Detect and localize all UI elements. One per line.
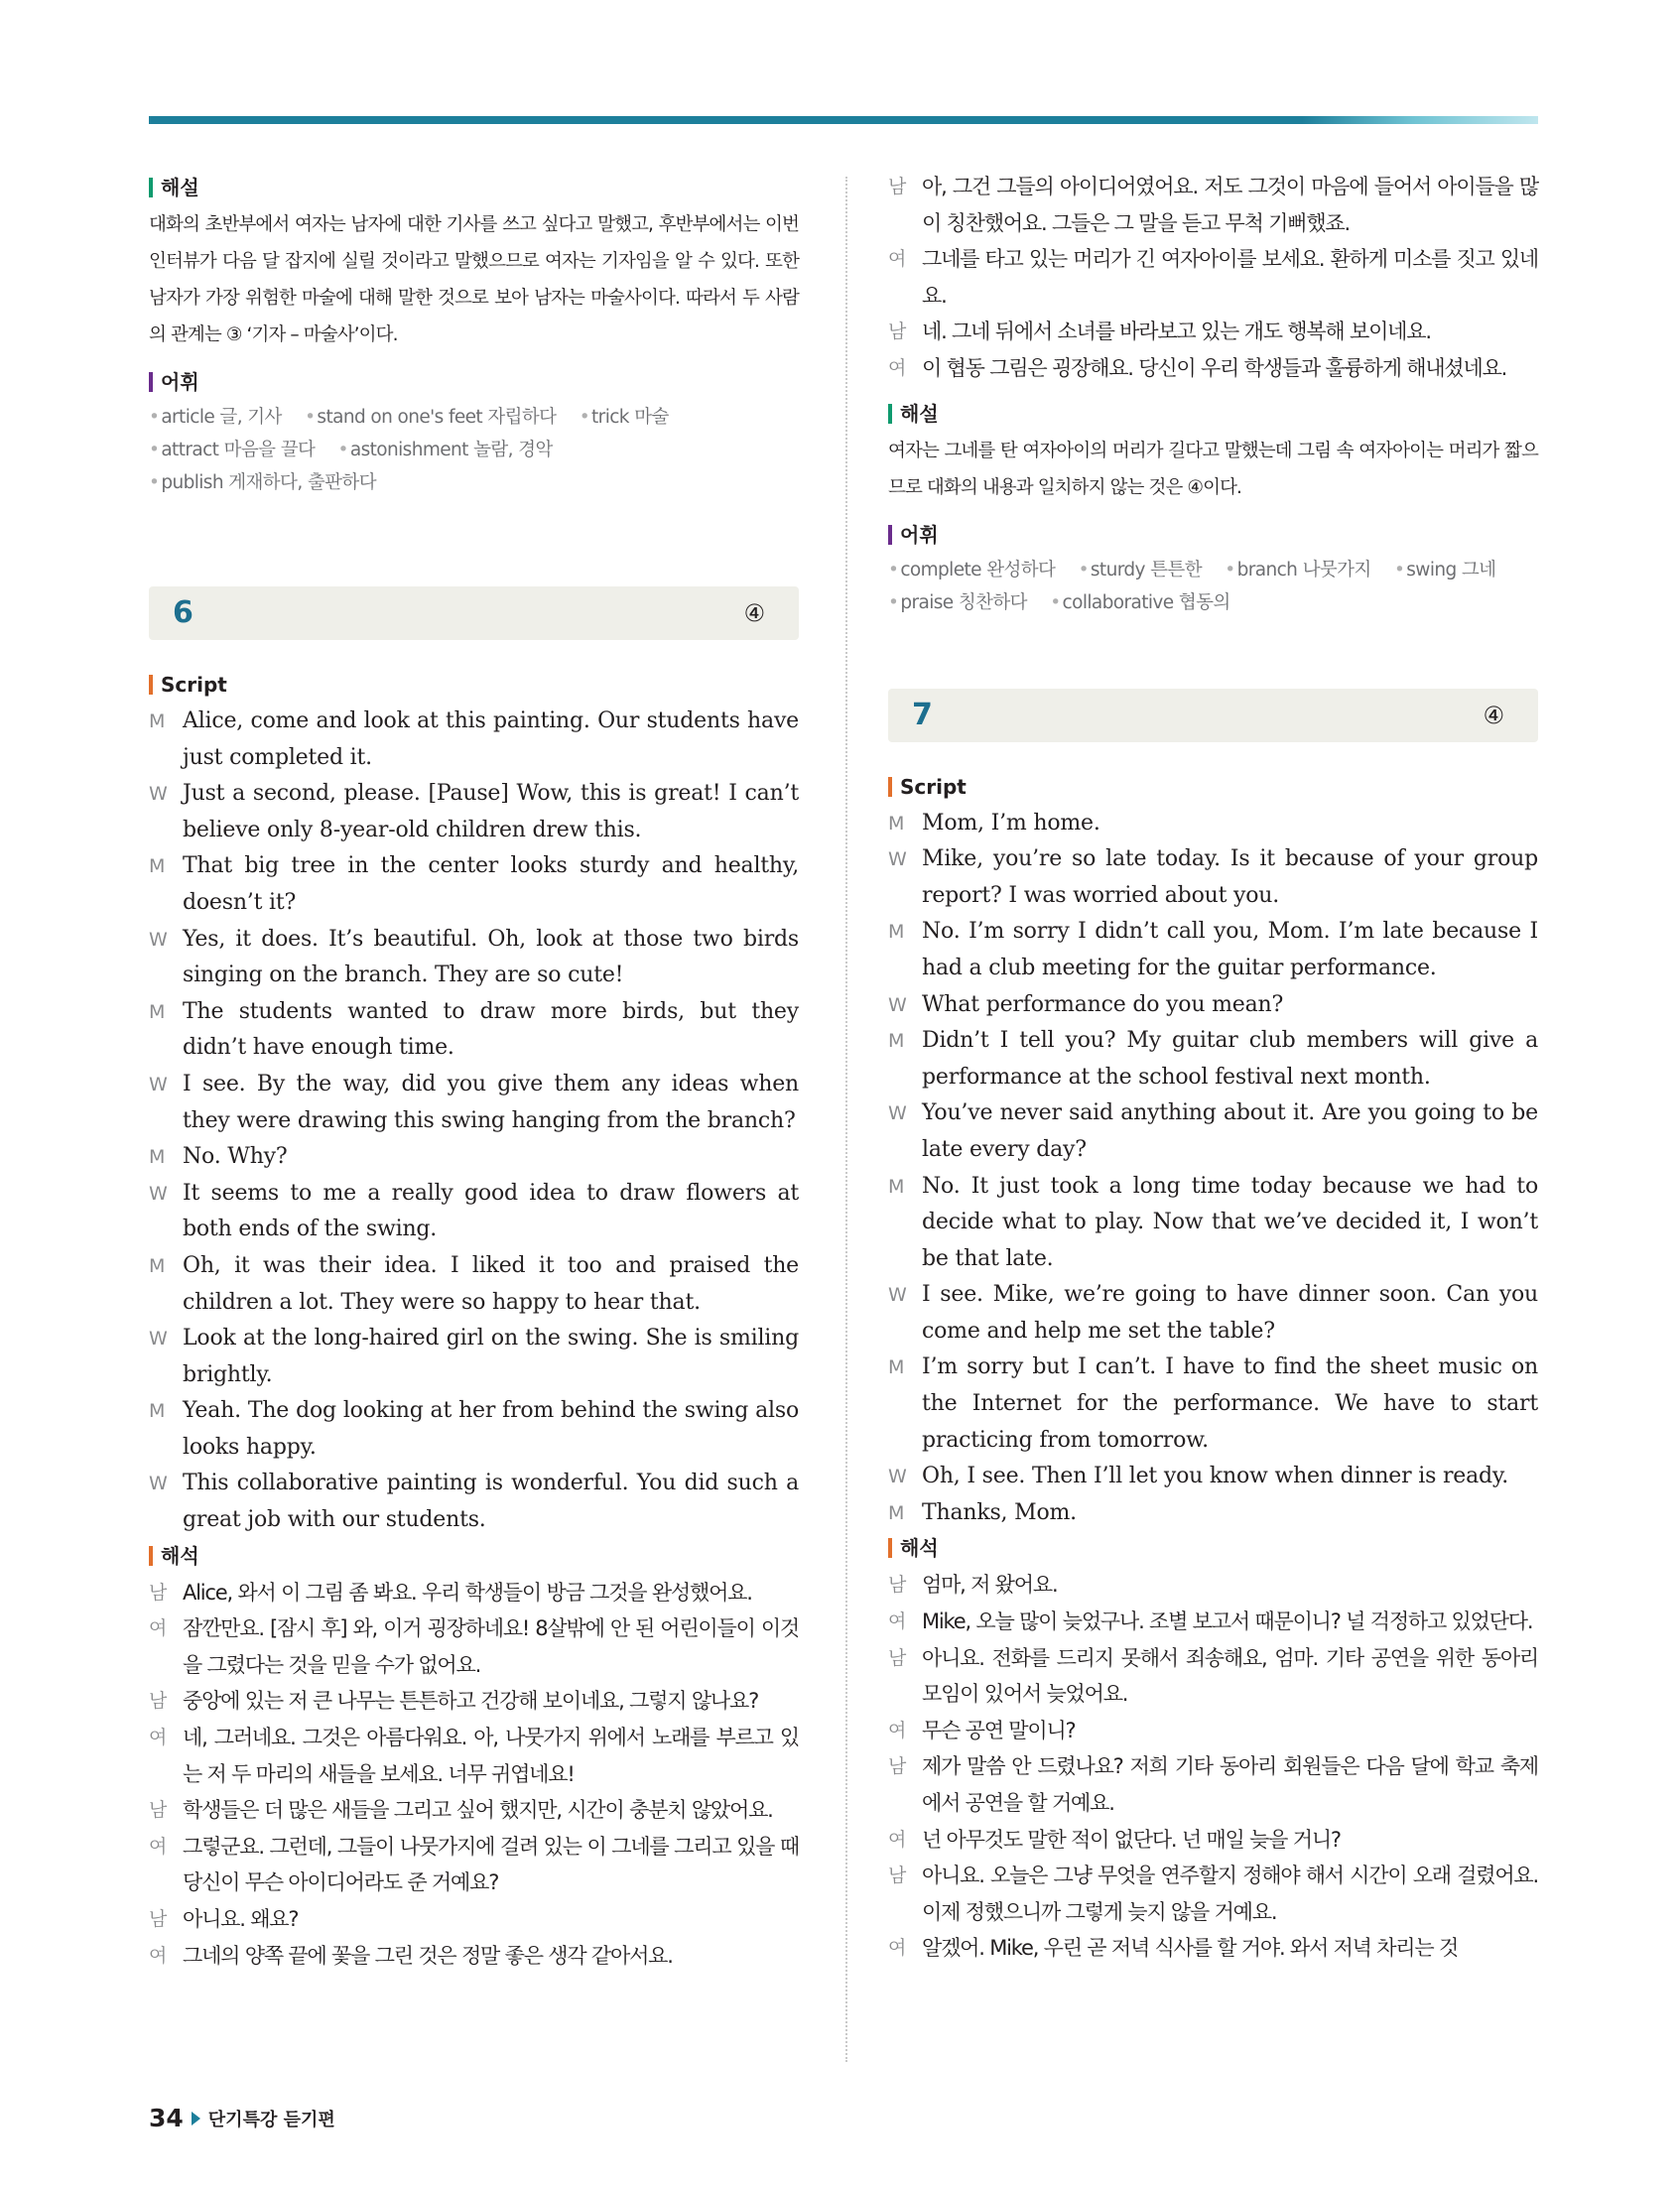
dialogue-text: Alice, come and look at this painting. Our students have just completed it. bbox=[183, 708, 799, 770]
vocab-item: • attract 마음을 끌다 bbox=[149, 440, 315, 460]
question-number: 7 bbox=[912, 697, 933, 732]
dialogue-line bbox=[149, 1829, 799, 1901]
dialogue-text: Yeah. The dog looking at her from behind the swing also looks happy. bbox=[183, 1398, 799, 1460]
dialogue-line bbox=[149, 1393, 799, 1466]
dialogue-text: Oh, it was their idea. I liked it too and praised the children a lot. They were so happy to hear that. bbox=[183, 1252, 799, 1315]
dialogue-line bbox=[888, 1277, 1538, 1350]
dialogue-text: I see. By the way, did you give them any ideas when they were drawing this swing hanging from the branch? bbox=[183, 1071, 799, 1133]
speaker-label: M bbox=[149, 855, 166, 878]
vocab-item: • swing 그네 bbox=[1394, 560, 1496, 580]
speaker-label: W bbox=[149, 1328, 168, 1351]
vocab-item: • sturdy 튼튼한 bbox=[1079, 560, 1202, 580]
dialogue-line bbox=[888, 314, 1538, 350]
dialogue-line bbox=[149, 1720, 799, 1792]
speaker-label: 남 bbox=[888, 1865, 907, 1887]
dialogue-line bbox=[149, 1575, 799, 1611]
speaker-label: M bbox=[149, 1254, 166, 1277]
dialogue-text: 제가 말씀 안 드렸나요? 저희 기타 동아리 회원들은 다음 달에 학교 축제에서 공연을 할 거예요. bbox=[922, 1754, 1538, 1815]
dialogue-line bbox=[888, 1023, 1538, 1095]
speaker-label: 남 bbox=[888, 1755, 907, 1778]
dialogue-text: 네, 그러네요. 그것은 아름다워요. 아, 나뭇가지 위에서 노래를 부르고 있는 저 두 마리의 새들을 보세요. 너무 귀엽네요! bbox=[183, 1726, 799, 1786]
speaker-label: W bbox=[888, 1102, 907, 1125]
dialogue-text: 엄마, 저 왔어요. bbox=[922, 1573, 1058, 1598]
dialogue-text: No. It just took a long time today because we had to decide what to play. Now that we’ve decided it, I won’t be that late. bbox=[922, 1173, 1538, 1271]
dialogue-text: 네. 그네 뒤에서 소녀를 바라보고 있는 개도 행복해 보이네요. bbox=[922, 320, 1431, 344]
speaker-label: M bbox=[149, 1146, 166, 1169]
dialogue-text: Thanks, Mom. bbox=[922, 1499, 1077, 1525]
dialogue-line bbox=[888, 1604, 1538, 1640]
dialogue-line bbox=[149, 922, 799, 994]
speaker-label: 여 bbox=[149, 1727, 168, 1749]
speaker-label: 남 bbox=[888, 176, 907, 197]
dialogue-line bbox=[149, 1938, 799, 1975]
speaker-label: M bbox=[888, 1175, 905, 1198]
speaker-label: W bbox=[149, 783, 168, 806]
vocab-heading: 어휘 bbox=[149, 371, 799, 393]
dialogue-line bbox=[149, 1248, 799, 1321]
speaker-label: 남 bbox=[149, 1908, 168, 1930]
left-column bbox=[149, 177, 799, 1974]
vocab-item: • publish 게재하다, 출판하다 bbox=[149, 472, 376, 493]
translation-heading: 해석 bbox=[149, 1545, 799, 1567]
dialogue-text: 중앙에 있는 저 큰 나무는 튼튼하고 건강해 보이네요, 그렇지 않나요? bbox=[183, 1689, 759, 1714]
speaker-label: 여 bbox=[149, 1835, 168, 1858]
dialogue-text: I’m sorry but I can’t. I have to find the sheet music on the Internet for the performance. We have to start practicing from tomorrow. bbox=[922, 1354, 1538, 1453]
speaker-label: M bbox=[888, 921, 905, 944]
vocab-item: • stand on one's feet 자립하다 bbox=[305, 407, 556, 428]
question-answer: ④ bbox=[1483, 701, 1504, 729]
dialogue-text: No. I’m sorry I didn’t call you, Mom. I’m late because I had a club meeting for the guitar performance. bbox=[922, 919, 1538, 980]
top-accent-bar bbox=[149, 116, 1538, 124]
speaker-label: W bbox=[888, 1284, 907, 1307]
question-header-7 bbox=[888, 689, 1538, 742]
translation-continued bbox=[888, 169, 1538, 387]
dialogue-text: It seems to me a really good idea to draw flowers at both ends of the swing. bbox=[183, 1180, 799, 1242]
dialogue-line bbox=[888, 241, 1538, 314]
script-heading: Script bbox=[888, 776, 1538, 798]
speaker-label: 여 bbox=[149, 1617, 168, 1640]
dialogue-line bbox=[149, 994, 799, 1067]
speaker-label: W bbox=[888, 848, 907, 871]
vocab-list bbox=[149, 401, 799, 499]
dialogue-text: This collaborative painting is wonderful. You did such a great job with our students. bbox=[183, 1471, 799, 1533]
translation-dialogue bbox=[149, 1575, 799, 1975]
dialogue-text: That big tree in the center looks sturdy and healthy, doesn’t it? bbox=[183, 853, 799, 915]
dialogue-text: I see. Mike, we’re going to have dinner soon. Can you come and help me set the table? bbox=[922, 1282, 1538, 1344]
dialogue-text: Just a second, please. [Pause] Wow, this is great! I can’t believe only 8-year-old children drew this. bbox=[183, 781, 799, 842]
dialogue-text: Oh, I see. Then I’ll let you know when dinner is ready. bbox=[922, 1464, 1508, 1489]
dialogue-line bbox=[149, 1176, 799, 1248]
vocab-item: • astonishment 놀람, 경악 bbox=[338, 440, 553, 460]
dialogue-line bbox=[888, 1350, 1538, 1459]
speaker-label: 남 bbox=[149, 1690, 168, 1713]
dialogue-text: Mike, 오늘 많이 늦었구나. 조별 보고서 때문이니? 널 걱정하고 있었단다. bbox=[922, 1609, 1533, 1634]
dialogue-text: 아니요. 오늘은 그냥 무엇을 연주할지 정해야 해서 시간이 오래 걸렸어요. 이제 정했으니까 그렇게 늦지 않을 거예요. bbox=[922, 1864, 1538, 1924]
vocab-item: • trick 마술 bbox=[580, 407, 669, 428]
triangle-right-icon bbox=[192, 2112, 200, 2125]
translation-heading: 해석 bbox=[888, 1537, 1538, 1559]
question-answer: ④ bbox=[743, 599, 765, 627]
dialogue-line bbox=[149, 704, 799, 776]
dialogue-text: You’ve never said anything about it. Are you going to be late every day? bbox=[922, 1100, 1538, 1162]
page-footer bbox=[149, 2104, 335, 2132]
script-dialogue bbox=[888, 806, 1538, 1532]
speaker-label: W bbox=[149, 1073, 168, 1095]
haeseol-heading: 해설 bbox=[888, 403, 1538, 425]
dialogue-text: 잠깐만요. [잠시 후] 와, 이거 굉장하네요! 8살밖에 안 된 어린이들이 이것을 그렸다는 것을 믿을 수가 없어요. bbox=[183, 1616, 799, 1677]
dialogue-line bbox=[149, 1901, 799, 1938]
dialogue-line bbox=[888, 1495, 1538, 1532]
dialogue-line bbox=[149, 1610, 799, 1683]
speaker-label: W bbox=[149, 928, 168, 951]
dialogue-line bbox=[888, 1713, 1538, 1749]
vocab-item: • collaborative 협동의 bbox=[1050, 592, 1229, 613]
dialogue-text: 넌 아무것도 말한 적이 없단다. 넌 매일 늦을 거니? bbox=[922, 1827, 1341, 1852]
dialogue-text: The students wanted to draw more birds, but they didn’t have enough time. bbox=[183, 998, 799, 1061]
speaker-label: 여 bbox=[888, 1719, 907, 1741]
haeseol-text: 대화의 초반부에서 여자는 남자에 대한 기사를 쓰고 싶다고 말했고, 후반부에서는 이번 인터뷰가 다음 달 잡지에 실릴 것이라고 말했으므로 여자는 기자임을 알 수 있다. 또한 남자가 가장 위험한 마술에 대해 말한 것으로 보아 남자는 마술사이다. 따라서 두 사람의 관계는 ③ ‘기자 – 마술사’이다. bbox=[149, 214, 799, 345]
speaker-label: 남 bbox=[888, 1574, 907, 1597]
dialogue-text: 그렇군요. 그런데, 그들이 나뭇가지에 걸려 있는 이 그네를 그리고 있을 때 당신이 무슨 아이디어라도 준 거예요? bbox=[183, 1834, 799, 1895]
dialogue-line bbox=[888, 1748, 1538, 1821]
speaker-label: 여 bbox=[888, 1610, 907, 1633]
dialogue-line bbox=[888, 1169, 1538, 1278]
question-header-6 bbox=[149, 586, 799, 640]
speaker-label: W bbox=[888, 1466, 907, 1488]
dialogue-line bbox=[888, 1930, 1538, 1967]
dialogue-text: Mike, you’re so late today. Is it because of your group report? I was worried about you. bbox=[922, 846, 1538, 908]
dialogue-line bbox=[149, 1067, 799, 1139]
dialogue-text: Alice, 와서 이 그림 좀 봐요. 우리 학생들이 방금 그것을 완성했어요. bbox=[183, 1580, 752, 1605]
dialogue-line bbox=[888, 169, 1538, 241]
dialogue-text: 그네를 타고 있는 머리가 긴 여자아이를 보세요. 환하게 미소를 짓고 있네요. bbox=[922, 247, 1538, 308]
speaker-label: 여 bbox=[888, 1828, 907, 1851]
speaker-label: M bbox=[888, 812, 905, 835]
vocab-item: • article 글, 기사 bbox=[149, 407, 282, 428]
dialogue-line bbox=[888, 1567, 1538, 1604]
dialogue-text: 이 협동 그림은 굉장해요. 당신이 우리 학생들과 훌륭하게 해내셨네요. bbox=[922, 355, 1507, 380]
speaker-label: M bbox=[149, 710, 166, 732]
speaker-label: 남 bbox=[149, 1581, 168, 1604]
dialogue-text: 아니요. 전화를 드리지 못해서 죄송해요, 엄마. 기타 공연을 위한 동아리 모임이 있어서 늦었어요. bbox=[922, 1645, 1538, 1707]
translation-dialogue bbox=[888, 1567, 1538, 1967]
speaker-label: W bbox=[888, 993, 907, 1016]
speaker-label: W bbox=[149, 1182, 168, 1205]
vocab-item: • branch 나뭇가지 bbox=[1225, 560, 1370, 580]
dialogue-text: What performance do you mean? bbox=[922, 991, 1284, 1017]
dialogue-line bbox=[888, 1095, 1538, 1168]
dialogue-line bbox=[149, 1466, 799, 1538]
dialogue-text: Yes, it does. It’s beautiful. Oh, look at those two birds singing on the branch. They are so cute! bbox=[183, 926, 799, 988]
script-heading: Script bbox=[149, 674, 799, 696]
vocab-item: • praise 칭찬하다 bbox=[888, 592, 1027, 613]
dialogue-line bbox=[888, 914, 1538, 986]
speaker-label: W bbox=[149, 1473, 168, 1495]
vocab-list bbox=[888, 554, 1538, 619]
speaker-label: 여 bbox=[888, 356, 907, 379]
right-column bbox=[888, 177, 1538, 1967]
speaker-label: 남 bbox=[888, 321, 907, 343]
dialogue-line bbox=[888, 841, 1538, 914]
dialogue-line bbox=[149, 1683, 799, 1720]
dialogue-text: Didn’t I tell you? My guitar club members will give a performance at the school festival next month. bbox=[922, 1028, 1538, 1090]
dialogue-line bbox=[149, 1321, 799, 1393]
haeseol-text: 여자는 그네를 탄 여자아이의 머리가 길다고 말했는데 그림 속 여자아이는 머리가 짧으므로 대화의 내용과 일치하지 않는 것은 ④이다. bbox=[888, 440, 1538, 498]
dialogue-line bbox=[149, 776, 799, 848]
question-number: 6 bbox=[173, 595, 194, 630]
dialogue-line bbox=[888, 1640, 1538, 1713]
speaker-label: 여 bbox=[888, 1937, 907, 1960]
speaker-label: M bbox=[149, 1400, 166, 1423]
dialogue-text: Mom, I’m home. bbox=[922, 810, 1100, 836]
dialogue-text: 아, 그건 그들의 아이디어였어요. 저도 그것이 마음에 들어서 아이들을 많이 칭찬했어요. 그들은 그 말을 듣고 무척 기뻐했죠. bbox=[922, 175, 1538, 235]
book-title: 단기특강 듣기편 bbox=[207, 2109, 335, 2130]
column-divider bbox=[845, 177, 847, 2062]
dialogue-line bbox=[888, 987, 1538, 1024]
speaker-label: 여 bbox=[888, 248, 907, 271]
dialogue-line bbox=[149, 848, 799, 921]
dialogue-text: 학생들은 더 많은 새들을 그리고 싶어 했지만, 시간이 충분치 않았어요. bbox=[183, 1798, 773, 1823]
dialogue-text: 그네의 양쪽 끝에 꽃을 그린 것은 정말 좋은 생각 같아서요. bbox=[183, 1943, 673, 1968]
dialogue-line bbox=[149, 1139, 799, 1176]
dialogue-text: 알겠어. Mike, 우린 곧 저녁 식사를 할 거야. 와서 저녁 차리는 것 bbox=[922, 1936, 1459, 1961]
speaker-label: M bbox=[888, 1501, 905, 1524]
dialogue-line bbox=[149, 1792, 799, 1829]
speaker-label: M bbox=[888, 1030, 905, 1053]
page-number: 34 bbox=[149, 2104, 184, 2132]
dialogue-text: 무슨 공연 말이니? bbox=[922, 1718, 1076, 1742]
script-dialogue bbox=[149, 704, 799, 1539]
dialogue-text: Look at the long-haired girl on the swing. She is smiling brightly. bbox=[183, 1326, 799, 1387]
dialogue-line bbox=[888, 1858, 1538, 1930]
speaker-label: 남 bbox=[149, 1799, 168, 1822]
speaker-label: M bbox=[888, 1356, 905, 1379]
dialogue-text: 아니요. 왜요? bbox=[183, 1907, 299, 1931]
dialogue-line bbox=[888, 1459, 1538, 1495]
dialogue-text: No. Why? bbox=[183, 1144, 288, 1170]
speaker-label: 남 bbox=[888, 1646, 907, 1669]
speaker-label: M bbox=[149, 1000, 166, 1023]
dialogue-line bbox=[888, 350, 1538, 387]
vocab-heading: 어휘 bbox=[888, 524, 1538, 546]
speaker-label: 여 bbox=[149, 1944, 168, 1967]
vocab-item: • complete 완성하다 bbox=[888, 560, 1055, 580]
haeseol-heading: 해설 bbox=[149, 177, 799, 198]
dialogue-line bbox=[888, 1822, 1538, 1859]
dialogue-line bbox=[888, 806, 1538, 842]
